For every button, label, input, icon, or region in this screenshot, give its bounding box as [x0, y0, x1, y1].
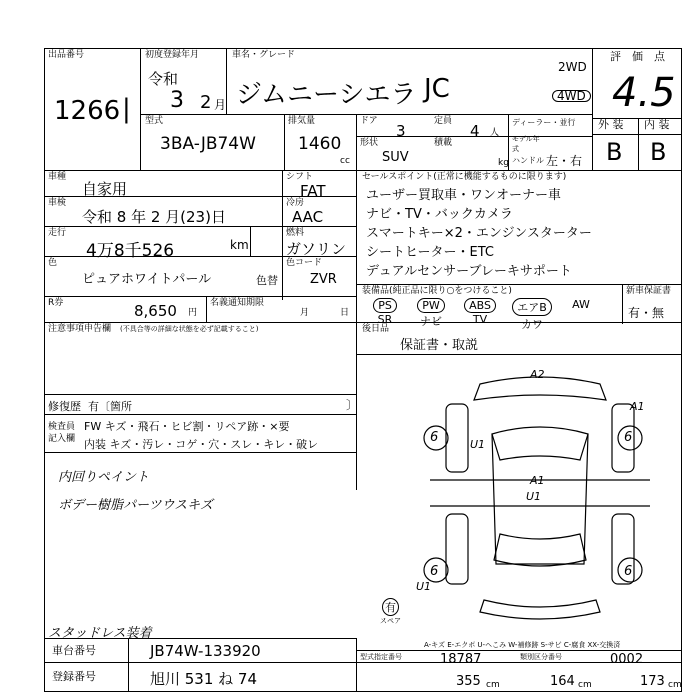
equip-navi: ナビ: [420, 315, 442, 328]
handwritten-note-3: スタッドレス装着: [48, 626, 152, 641]
damage-legend: A-キズ E-エクボ U-ヘこみ W-補修跡 S-サビ C-腐食 XX-交換済: [424, 641, 621, 649]
plate: 旭川 531 ね 74: [150, 670, 258, 688]
mark-a1-front: A1: [630, 400, 645, 413]
equip-aw: AW: [572, 298, 590, 311]
recycle-label: R券: [48, 298, 64, 308]
reg-month: 2: [200, 92, 212, 113]
color-code: ZVR: [310, 272, 337, 287]
lot-number: 1266: [54, 96, 121, 126]
equip-pw: PW: [417, 298, 445, 313]
grade: JC: [424, 74, 450, 104]
caution-sub: (不具合等の詳細な状態を必ず記載すること): [120, 325, 259, 333]
equip-abs: ABS: [464, 298, 496, 313]
tax-label: 名義通知期限: [210, 298, 265, 308]
mark-6-fl: 6: [430, 430, 439, 445]
handwritten-note-2: ボデー樹脂パーツウスキズ: [58, 498, 213, 513]
class-label: 類別区分番号: [520, 653, 562, 661]
handle: 左・右: [546, 154, 583, 168]
body: SUV: [382, 150, 409, 165]
shift-label: シフト: [286, 172, 314, 182]
equip-tv: TV: [472, 313, 488, 326]
shift: FAT: [300, 182, 326, 200]
exterior-grade: B: [606, 138, 623, 166]
equip-airbag: エアB: [512, 298, 552, 316]
sales-point-3: スマートキー×2・エンジンスターター: [366, 226, 592, 241]
spare-tire: 有: [382, 598, 399, 616]
color-change-label: 色替: [256, 274, 278, 287]
inspect-line-1: FW キズ・飛石・ヒビ割・リペア跡・×要: [84, 420, 290, 433]
tax-month: 月: [300, 308, 310, 318]
usage: 自家用: [82, 180, 128, 198]
sales-point-2: ナビ・TV・バックカメラ: [366, 207, 513, 222]
interior-label: 内 装: [644, 118, 670, 131]
first-reg-label: 初度登録年月: [145, 50, 200, 60]
spare-label: スペア: [380, 617, 401, 625]
capacity-unit: 人: [490, 128, 500, 138]
class-no: 0002: [610, 652, 644, 667]
yen-unit: 円: [188, 308, 198, 318]
exterior-label: 外 装: [598, 118, 624, 131]
drive-4wd: 4WD: [552, 90, 591, 102]
equip-ps: PS: [373, 298, 397, 313]
era: 令和: [148, 70, 179, 88]
mark-u1-left: U1: [470, 438, 486, 451]
capacity: 4: [470, 122, 480, 140]
equipment-label: 装備品(純正品に限り○をつけること): [362, 286, 512, 296]
length: 355: [456, 674, 481, 689]
color-label: 色: [48, 258, 58, 268]
tax-day: 日: [340, 308, 350, 318]
warranty-label: 新車保証書: [626, 286, 672, 296]
width-unit: cm: [578, 680, 592, 690]
car-name: ジムニーシエラ: [236, 80, 417, 110]
rear-items: 保証書・取説: [400, 338, 479, 353]
drive-2wd: 2WD: [558, 60, 587, 74]
mileage-label: 走行: [48, 228, 67, 238]
capacity-label: 定員: [434, 116, 453, 126]
fuel: ガソリン: [286, 240, 347, 258]
km-unit: km: [230, 238, 249, 252]
height-unit: cm: [668, 680, 682, 690]
sales-points-label: セールスポイント(正常に機能するものに限ります): [362, 172, 567, 182]
cc-unit: cc: [340, 156, 350, 166]
sales-point-1: ユーザー買取車・ワンオーナー車: [366, 188, 562, 203]
doors: 3: [396, 122, 406, 140]
length-unit: cm: [486, 680, 500, 690]
width: 164: [550, 674, 575, 689]
equip-sr: SR: [377, 313, 393, 326]
model-label: 型式: [145, 116, 164, 126]
mark-u1-rear: U1: [416, 580, 432, 593]
doors-label: ドア: [360, 116, 378, 126]
equipment-row: [366, 298, 600, 332]
ac-label: 冷房: [286, 198, 305, 208]
body-label: 形状: [360, 138, 379, 148]
fuel-label: 燃料: [286, 228, 305, 238]
model-no: 18787: [440, 652, 482, 667]
reg-month-unit: 月: [214, 98, 227, 112]
warranty: 有・無: [628, 306, 665, 320]
mark-6-fr: 6: [624, 430, 633, 445]
name-grade-label: 車名・グレード: [232, 50, 296, 60]
sales-point-5: デュアルセンサーブレーキサポート: [366, 264, 572, 279]
reg-year: 3: [170, 88, 184, 113]
color-code-label: 色コード: [286, 258, 323, 268]
caution-label: 注意事項申告欄: [48, 324, 112, 334]
model: 3BA-JB74W: [160, 134, 256, 154]
handwritten-note-1: 内回りペイント: [58, 470, 150, 485]
repair-bracket: 〕: [346, 398, 359, 412]
displacement: 1460: [298, 134, 342, 154]
repair: 有〔箇所: [88, 400, 132, 413]
mileage: 4万8千526: [86, 241, 175, 261]
sales-point-4: シートヒーター・ETC: [366, 245, 494, 260]
lot-mark: |: [122, 94, 131, 124]
load-label: 積載: [434, 138, 453, 148]
mark-6-rl: 6: [430, 564, 439, 579]
equip-leather: カワ: [521, 318, 543, 331]
interior-grade: B: [650, 138, 667, 166]
model-year-label: モデル年式: [512, 135, 540, 153]
height: 173: [640, 674, 665, 689]
score: 4.5: [612, 70, 676, 116]
plate-label: 登録番号: [52, 670, 96, 683]
model-no-label: 型式指定番号: [360, 653, 402, 661]
displacement-label: 排気量: [288, 116, 316, 126]
handle-label: ハンドル: [512, 156, 544, 165]
score-label: 評 価 点: [610, 50, 665, 63]
mark-u1-roof: U1: [526, 490, 542, 503]
inspect-line-2: 内装 キズ・汚レ・コゲ・穴・スレ・キレ・破レ: [84, 438, 319, 451]
recycle: 8,650: [134, 302, 177, 320]
kg-unit: kg: [498, 158, 509, 168]
inspect-label-2: 記入欄: [48, 434, 76, 444]
chassis-label: 車台番号: [52, 644, 96, 657]
mark-a2: A2: [530, 368, 545, 381]
sales-points-list: [366, 186, 592, 281]
dealer-label: ディーラー・並行: [512, 118, 576, 127]
inspection: 令和 8 年 2 月(23)日: [82, 208, 226, 226]
inspect-label-1: 検査員: [48, 422, 76, 432]
ac: AAC: [292, 208, 324, 226]
inspection-label: 車検: [48, 198, 67, 208]
repair-label: 修復歴: [48, 400, 81, 413]
lot-label: 出品番号: [48, 50, 85, 60]
rear-label: 後日品: [362, 324, 390, 334]
color: ピュアホワイトパール: [82, 272, 212, 287]
mark-6-rr: 6: [624, 564, 633, 579]
mark-a1-roof: A1: [530, 474, 545, 487]
usage-label: 車種: [48, 172, 67, 182]
chassis: JB74W-133920: [150, 642, 261, 660]
